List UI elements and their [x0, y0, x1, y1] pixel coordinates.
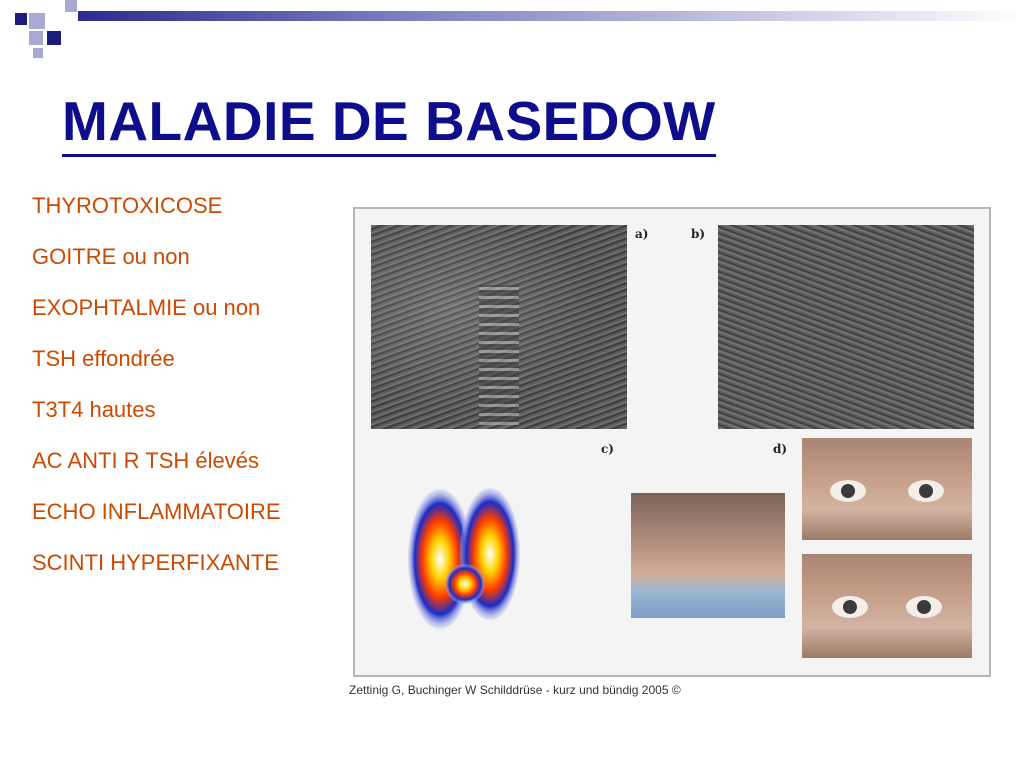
slide-title: MALADIE DE BASEDOW: [62, 90, 716, 157]
eyes-photo-bottom: [802, 554, 972, 658]
bullet-list: [32, 190, 281, 598]
bullet-item: AC ANTI R TSH élevés: [32, 448, 259, 473]
bullet-item: T3T4 hautes: [32, 397, 156, 422]
ultrasound-image-b: [718, 225, 974, 429]
panel-label-d: d): [773, 442, 788, 456]
title-bar-decoration: [78, 11, 1024, 21]
medical-figure: [353, 207, 991, 677]
bullet-item: EXOPHTALMIE ou non: [32, 295, 261, 320]
ultrasound-image-a: [371, 225, 627, 429]
bullet-item: TSH effondrée: [32, 346, 175, 371]
bullet-item: GOITRE ou non: [32, 244, 190, 269]
bullet-item: ECHO INFLAMMATOIRE: [32, 499, 281, 524]
bullet-item: SCINTI HYPERFIXANTE: [32, 550, 279, 575]
eyes-photo-top: [802, 438, 972, 540]
figure-caption: Zettinig G, Buchinger W Schilddrüse - kurz und bündig 2005 ©: [349, 683, 681, 697]
neck-photo: [631, 493, 785, 618]
panel-label-b: b): [691, 227, 706, 241]
panel-label-a: a): [635, 227, 649, 241]
bullet-item: THYROTOXICOSE: [32, 193, 223, 218]
scintigraphy-image: [405, 474, 525, 639]
panel-label-c: c): [601, 442, 614, 456]
